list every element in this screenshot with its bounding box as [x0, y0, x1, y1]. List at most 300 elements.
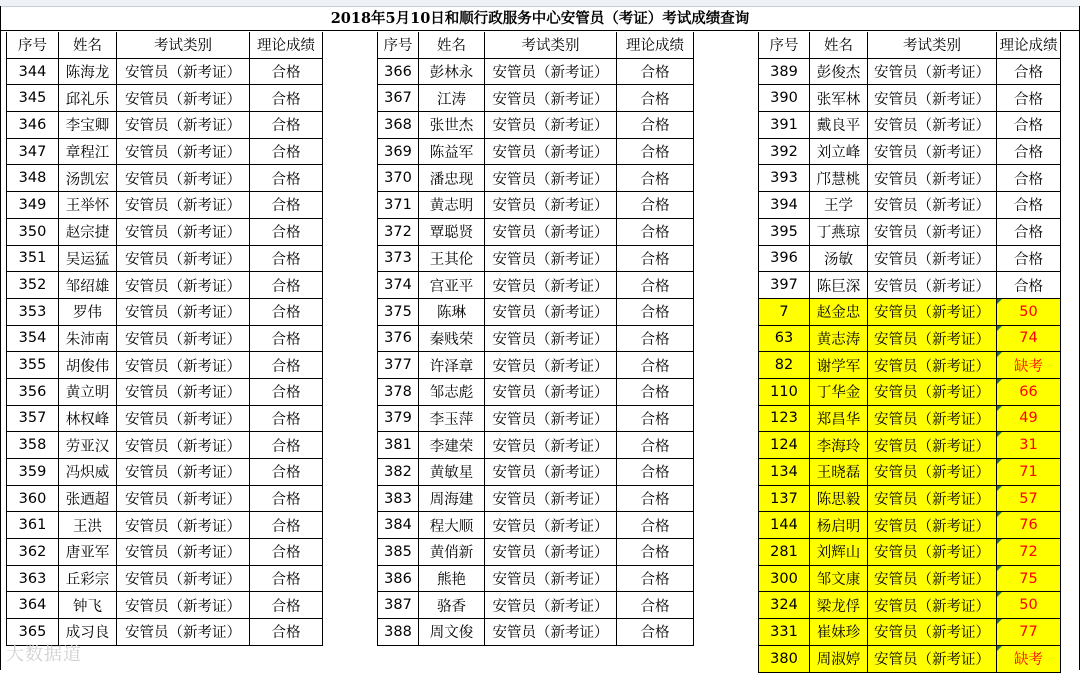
cell-category: [485, 85, 617, 112]
cell-seq-text: 390: [770, 90, 798, 107]
column-header: 姓名: [810, 32, 868, 59]
cell-seq-text: 331: [770, 623, 798, 640]
cell-category: [485, 326, 617, 353]
cell-name: [419, 512, 485, 539]
cell-category: [868, 59, 997, 86]
cell-name: [419, 539, 485, 566]
cell-score: [997, 379, 1061, 406]
cell-name: [59, 85, 117, 112]
cell-seq-text: 123: [770, 410, 798, 427]
cell-name: [419, 192, 485, 219]
cell-seq-text: 384: [384, 517, 412, 534]
cell-score: [617, 379, 694, 406]
cell-score: [997, 85, 1061, 112]
table-row: [758, 85, 1061, 112]
cell-category: [117, 59, 250, 86]
table-row: [377, 272, 694, 299]
cell-score: [250, 459, 323, 486]
table-row: [6, 85, 323, 112]
comment-marker-icon: [997, 299, 1002, 304]
cell-score-text: 合格: [271, 331, 301, 348]
cell-score: [997, 352, 1061, 379]
table-row: [6, 299, 323, 326]
cell-seq-text: 392: [770, 143, 798, 160]
cell-seq-text: 361: [18, 517, 47, 534]
cell-seq: [758, 352, 810, 379]
table-row: [6, 352, 323, 379]
table-row: [6, 219, 323, 246]
cell-score-text: 合格: [271, 278, 301, 295]
cell-score-text: 合格: [640, 625, 670, 642]
cell-name-text: 熊艳: [437, 572, 466, 589]
table-row: [6, 139, 323, 166]
column-header: 姓名: [59, 32, 117, 59]
cell-seq: [758, 512, 810, 539]
cell-score: [617, 299, 694, 326]
cell-name-text: 胡俊伟: [65, 358, 110, 375]
table-row: [6, 539, 323, 566]
cell-score: [617, 406, 694, 433]
cell-name-text: 陈巨深: [816, 278, 861, 295]
cell-name: [59, 112, 117, 139]
table-row: [6, 512, 323, 539]
table-row: [758, 592, 1061, 619]
cell-category-text: 安管员（新考证）: [492, 145, 609, 162]
table-row: [377, 566, 694, 593]
cell-category: [485, 112, 617, 139]
cell-score: [617, 165, 694, 192]
table-row: [758, 272, 1061, 299]
cell-name: [419, 566, 485, 593]
cell-seq: [758, 246, 810, 273]
cell-category: [117, 432, 250, 459]
cell-name: [59, 352, 117, 379]
cell-category: [868, 352, 997, 379]
cell-name-text: 张迺超: [65, 492, 110, 509]
cell-name-text: 梁龙俘: [816, 598, 861, 615]
column-header: 考试类别: [117, 32, 250, 59]
cell-seq: [377, 192, 419, 219]
cell-score: [250, 272, 323, 299]
cell-category-text: 安管员（新考证）: [125, 91, 241, 108]
cell-score-text: 合格: [271, 411, 301, 428]
cell-score: [997, 486, 1061, 513]
cell-seq: [377, 59, 419, 86]
cell-category: [868, 326, 997, 353]
cell-seq-text: 344: [18, 63, 47, 80]
cell-name-text: 唐亚军: [65, 545, 110, 562]
table-row: [758, 406, 1061, 433]
cell-seq: [6, 379, 59, 406]
cell-name: [419, 219, 485, 246]
cell-category: [868, 272, 997, 299]
cell-name: [59, 192, 117, 219]
cell-name-text: 王学: [824, 198, 853, 215]
cell-category-text: 安管员（新考证）: [125, 385, 241, 402]
table-row: [6, 592, 323, 619]
comment-marker-icon: [997, 592, 1002, 597]
cell-category: [117, 459, 250, 486]
cell-score-text: 合格: [640, 518, 670, 535]
table-row: [758, 246, 1061, 273]
table-row: [758, 566, 1061, 593]
cell-category-text: 安管员（新考证）: [492, 465, 609, 482]
cell-score-text: 合格: [271, 385, 301, 402]
cell-score: [997, 192, 1061, 219]
cell-seq-text: 349: [18, 196, 47, 213]
cell-score: [617, 352, 694, 379]
cell-score-text: 合格: [640, 438, 670, 455]
cell-score: [250, 139, 323, 166]
cell-seq: [377, 619, 419, 646]
column-header: 理论成绩: [997, 32, 1061, 59]
cell-score: [997, 566, 1061, 593]
cell-name-text: 杨启明: [816, 518, 861, 535]
cell-name: [419, 246, 485, 273]
table-row: [758, 432, 1061, 459]
cell-name: [810, 192, 868, 219]
table-row: [377, 352, 694, 379]
comment-marker-icon: [997, 646, 1002, 651]
cell-category-text: 安管员（新考证）: [492, 411, 609, 428]
cell-seq: [758, 326, 810, 353]
cell-seq-text: 372: [384, 223, 412, 240]
cell-seq-text: 385: [384, 543, 412, 560]
cell-score: [997, 512, 1061, 539]
cell-name: [810, 165, 868, 192]
cell-seq: [758, 85, 810, 112]
cell-score-text: 合格: [271, 438, 301, 455]
cell-name: [810, 272, 868, 299]
cell-category-text: 安管员（新考证）: [125, 331, 241, 348]
cell-score: [997, 619, 1061, 646]
cell-score: [250, 165, 323, 192]
cell-name: [419, 299, 485, 326]
cell-score-text: 合格: [1014, 65, 1043, 82]
cell-name-text: 汤凯宏: [65, 171, 110, 188]
cell-category-text: 安管员（新考证）: [492, 625, 609, 642]
cell-seq-text: 348: [18, 170, 47, 187]
cell-name: [419, 59, 485, 86]
cell-score-text: 合格: [640, 411, 670, 428]
cell-seq: [758, 592, 810, 619]
cell-seq: [6, 432, 59, 459]
cell-seq: [758, 646, 810, 673]
cell-name: [59, 406, 117, 433]
cell-name-text: 邹志彪: [429, 385, 474, 402]
cell-seq: [6, 326, 59, 353]
cell-category-text: 安管员（新考证）: [874, 198, 990, 215]
cell-seq: [377, 352, 419, 379]
cell-category: [485, 486, 617, 513]
cell-seq: [758, 379, 810, 406]
cell-seq-text: 368: [384, 116, 412, 133]
cell-name-text: 冯炽威: [65, 465, 110, 482]
cell-category: [485, 539, 617, 566]
cell-seq-text: 383: [384, 490, 412, 507]
cell-category: [117, 112, 250, 139]
cell-seq-text: 82: [774, 357, 794, 374]
cell-category: [868, 139, 997, 166]
cell-score-text: 合格: [271, 118, 301, 135]
cell-score: [250, 379, 323, 406]
cell-seq: [758, 566, 810, 593]
cell-category: [868, 299, 997, 326]
cell-category: [868, 592, 997, 619]
cell-score: [250, 539, 323, 566]
cell-score: [250, 512, 323, 539]
cell-category: [868, 379, 997, 406]
cell-name: [59, 326, 117, 353]
cell-name: [419, 486, 485, 513]
cell-seq-text: 134: [770, 463, 798, 480]
cell-name: [810, 219, 868, 246]
cell-category: [117, 139, 250, 166]
cell-name: [59, 539, 117, 566]
cell-seq-text: 364: [18, 597, 47, 614]
cell-category-text: 安管员（新考证）: [125, 625, 241, 642]
cell-name-text: 黄志涛: [816, 331, 861, 348]
cell-seq-text: 357: [18, 410, 47, 427]
cell-name-text: 戴良平: [816, 118, 861, 135]
cell-score-text: 75: [1019, 570, 1038, 587]
cell-score-text: 合格: [271, 572, 301, 589]
cell-name-text: 王举怀: [65, 198, 110, 215]
cell-category: [117, 352, 250, 379]
cell-seq-text: 370: [384, 170, 412, 187]
cell-name-text: 黄立明: [65, 385, 110, 402]
cell-name-text: 黄俏新: [429, 545, 474, 562]
cell-name: [419, 406, 485, 433]
column-header: 理论成绩: [617, 32, 694, 59]
cell-category: [868, 619, 997, 646]
cell-category-text: 安管员（新考证）: [125, 545, 241, 562]
cell-name-text: 陈益军: [429, 145, 474, 162]
cell-category-text: 安管员（新考证）: [125, 465, 241, 482]
cell-category: [485, 379, 617, 406]
cell-category-text: 安管员（新考证）: [492, 598, 609, 615]
cell-category-text: 安管员（新考证）: [125, 278, 241, 295]
cell-score: [250, 566, 323, 593]
cell-seq-text: 381: [384, 437, 412, 454]
cell-seq-text: 386: [384, 570, 412, 587]
cell-name-text: 丁燕琼: [816, 225, 861, 242]
cell-seq: [6, 406, 59, 433]
cell-score: [997, 459, 1061, 486]
cell-seq-text: 375: [384, 303, 412, 320]
cell-name: [419, 326, 485, 353]
cell-category-text: 安管员（新考证）: [492, 492, 609, 509]
cell-seq: [6, 272, 59, 299]
cell-seq-text: 395: [770, 223, 798, 240]
cell-category-text: 安管员（新考证）: [874, 251, 990, 268]
cell-category-text: 安管员（新考证）: [874, 145, 990, 162]
table-row: [377, 379, 694, 406]
cell-category-text: 安管员（新考证）: [492, 305, 609, 322]
cell-seq: [377, 112, 419, 139]
cell-score-text: 合格: [271, 492, 301, 509]
cell-name-text: 潘忠现: [429, 171, 474, 188]
cell-category: [868, 406, 997, 433]
cell-category: [117, 219, 250, 246]
comment-marker-icon: [997, 406, 1002, 411]
table-row: [6, 326, 323, 353]
cell-category: [868, 192, 997, 219]
cell-score-text: 合格: [640, 385, 670, 402]
page-title: 2018年5月10日和顺行政服务中心安管员（考证）考试成绩查询: [0, 6, 1080, 31]
cell-name-text: 彭林永: [429, 65, 474, 82]
table-row: [377, 192, 694, 219]
cell-seq: [377, 566, 419, 593]
cell-seq-text: 391: [770, 116, 798, 133]
cell-seq: [758, 59, 810, 86]
cell-seq-text: 355: [18, 357, 47, 374]
cell-name: [419, 352, 485, 379]
cell-category: [868, 566, 997, 593]
cell-seq: [377, 272, 419, 299]
cell-category-text: 安管员（新考证）: [874, 278, 990, 295]
table-row: [377, 246, 694, 273]
cell-category-text: 安管员（新考证）: [874, 492, 990, 509]
cell-category-text: 安管员（新考证）: [874, 545, 990, 562]
cell-seq-text: 374: [384, 277, 412, 294]
cell-name-text: 刘辉山: [816, 545, 861, 562]
cell-score-text: 合格: [640, 198, 670, 215]
cell-score: [617, 326, 694, 353]
cell-score: [997, 299, 1061, 326]
cell-category-text: 安管员（新考证）: [125, 305, 241, 322]
column-header: 考试类别: [868, 32, 997, 59]
cell-seq-text: 345: [18, 90, 47, 107]
cell-score: [617, 592, 694, 619]
cell-score: [997, 406, 1061, 433]
cell-name: [59, 219, 117, 246]
cell-score: [250, 85, 323, 112]
cell-category-text: 安管员（新考证）: [874, 65, 990, 82]
comment-marker-icon: [997, 352, 1002, 357]
cell-seq: [6, 299, 59, 326]
cell-score-text: 合格: [640, 65, 670, 82]
cell-score: [617, 59, 694, 86]
table-row: [758, 379, 1061, 406]
cell-score-text: 合格: [640, 278, 670, 295]
cell-category: [485, 592, 617, 619]
column-header: 序号: [758, 32, 810, 59]
table-row: [758, 539, 1061, 566]
cell-name: [59, 272, 117, 299]
cell-score: [617, 619, 694, 646]
cell-seq: [6, 165, 59, 192]
cell-name-text: 李建荣: [429, 438, 474, 455]
cell-seq: [758, 112, 810, 139]
table-row: [6, 165, 323, 192]
comment-marker-icon: [997, 326, 1002, 331]
table-row: [6, 432, 323, 459]
cell-name: [810, 646, 868, 673]
cell-category: [117, 192, 250, 219]
cell-score-text: 合格: [271, 225, 301, 242]
cell-category-text: 安管员（新考证）: [492, 91, 609, 108]
cell-name: [59, 246, 117, 273]
cell-category: [117, 566, 250, 593]
cell-name-text: 邱礼乐: [65, 91, 110, 108]
cell-score-text: 合格: [271, 145, 301, 162]
table-row: [758, 112, 1061, 139]
cell-score-text: 合格: [271, 358, 301, 375]
table-row: [377, 619, 694, 646]
cell-category-text: 安管员（新考证）: [874, 171, 990, 188]
comment-marker-icon: [997, 432, 1002, 437]
cell-score-text: 49: [1019, 410, 1038, 427]
cell-score-text: 合格: [640, 465, 670, 482]
cell-name-text: 李宝卿: [65, 118, 110, 135]
cell-name: [59, 566, 117, 593]
cell-seq-text: 394: [770, 196, 798, 213]
cell-category: [485, 619, 617, 646]
cell-seq-text: 144: [770, 517, 798, 534]
cell-category-text: 安管员（新考证）: [874, 652, 990, 669]
cell-category-text: 安管员（新考证）: [874, 385, 990, 402]
cell-name-text: 谢学军: [816, 358, 861, 375]
cell-name-text: 周淑婷: [816, 652, 861, 669]
cell-seq-text: 376: [384, 330, 412, 347]
results-table-middle: [377, 32, 694, 646]
cell-name-text: 周海建: [429, 492, 474, 509]
cell-name-text: 程大顺: [429, 518, 474, 535]
cell-seq: [6, 512, 59, 539]
cell-category-text: 安管员（新考证）: [492, 251, 609, 268]
cell-category: [117, 486, 250, 513]
cell-category: [868, 432, 997, 459]
table-row: [6, 459, 323, 486]
cell-score: [617, 459, 694, 486]
cell-seq: [377, 326, 419, 353]
cell-name: [810, 486, 868, 513]
cell-score-text: 合格: [640, 225, 670, 242]
cell-seq: [6, 592, 59, 619]
cell-score-text: 合格: [271, 545, 301, 562]
cell-name-text: 成习良: [65, 625, 110, 642]
cell-score: [997, 272, 1061, 299]
table-row: [6, 379, 323, 406]
table-row: [377, 539, 694, 566]
cell-name: [810, 539, 868, 566]
cell-score-text: 71: [1019, 463, 1038, 480]
cell-score-text: 缺考: [1014, 358, 1043, 375]
cell-seq: [6, 486, 59, 513]
cell-name: [419, 379, 485, 406]
cell-name: [419, 459, 485, 486]
cell-category-text: 安管员（新考证）: [492, 225, 609, 242]
cell-score-text: 合格: [1014, 118, 1043, 135]
cell-category-text: 安管员（新考证）: [492, 545, 609, 562]
watermark-logo: 大数据道: [6, 644, 82, 665]
cell-category-text: 安管员（新考证）: [874, 411, 990, 428]
cell-score: [997, 219, 1061, 246]
column-header: 序号: [377, 32, 419, 59]
table-row: [758, 646, 1061, 673]
cell-category-text: 安管员（新考证）: [125, 198, 241, 215]
cell-seq: [758, 139, 810, 166]
cell-seq-text: 396: [770, 250, 798, 267]
cell-score-text: 50: [1019, 597, 1038, 614]
results-table-left: [6, 32, 323, 646]
cell-score-text: 57: [1019, 490, 1038, 507]
cell-seq-text: 382: [384, 463, 412, 480]
table-row: [758, 326, 1061, 353]
cell-category: [117, 165, 250, 192]
cell-seq: [6, 85, 59, 112]
